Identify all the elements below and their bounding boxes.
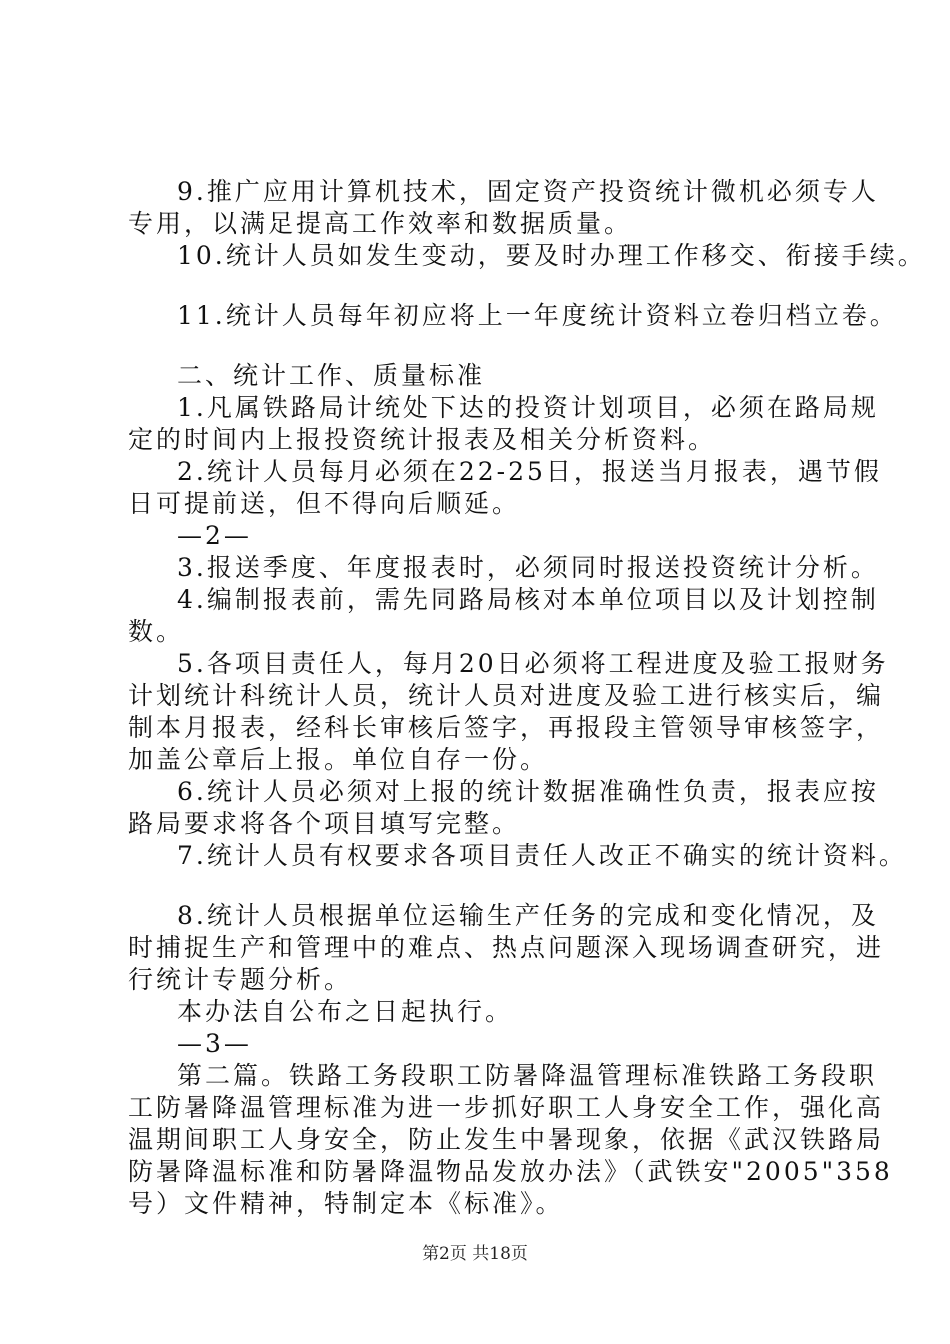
page-marker: —3—	[177, 1029, 252, 1058]
page-footer: 第2页 共18页	[422, 1244, 528, 1264]
text-line: 定的时间内上报投资统计报表及相关分析资料。	[128, 425, 717, 454]
text-line: 温期间职工人身安全，防止发生中暑现象，依据《武汉铁路局	[128, 1125, 885, 1154]
text-line: 7.统计人员有权要求各项目责任人改正不确实的统计资料。	[177, 841, 907, 870]
text-line: 制本月报表，经科长审核后签字，再报段主管领导审核签字，	[128, 713, 885, 742]
text-line: 路局要求将各个项目填写完整。	[128, 809, 521, 838]
text-line: 数。	[128, 617, 185, 646]
text-line: 加盖公章后上报。单位自存一份。	[128, 745, 549, 774]
text-line: 3.报送季度、年度报表时，必须同时报送投资统计分析。	[177, 553, 879, 582]
text-line: 号）文件精神，特制定本《标准》。	[128, 1189, 564, 1218]
text-line: 9.推广应用计算机技术，固定资产投资统计微机必须专人	[177, 177, 879, 206]
text-line: 时捕捉生产和管理中的难点、热点问题深入现场调查研究，进	[128, 933, 885, 962]
text-line: 防暑降温标准和防暑降温物品发放办法》（武铁安"2005"358	[128, 1157, 893, 1186]
text-line: 6.统计人员必须对上报的统计数据准确性负责，报表应按	[177, 777, 879, 806]
text-line: 行统计专题分析。	[128, 965, 353, 994]
section-heading: 二、统计工作、质量标准	[177, 361, 486, 390]
text-line: 日可提前送，但不得向后顺延。	[128, 489, 521, 518]
text-line: 专用，以满足提高工作效率和数据质量。	[128, 209, 633, 238]
text-line: 计划统计科统计人员，统计人员对进度及验工进行核实后，编	[128, 681, 885, 710]
text-line: 10.统计人员如发生变动，要及时办理工作移交、衔接手续。	[177, 241, 926, 270]
text-line: 8.统计人员根据单位运输生产任务的完成和变化情况，及	[177, 901, 879, 930]
text-line: 1.凡属铁路局计统处下达的投资计划项目，必须在路局规	[177, 393, 879, 422]
text-line: 2.统计人员每月必须在22-25日，报送当月报表，遇节假	[177, 457, 882, 486]
text-line: 本办法自公布之日起执行。	[177, 997, 514, 1026]
text-line: 第二篇。铁路工务段职工防暑降温管理标准铁路工务段职	[177, 1061, 878, 1090]
text-line: 工防暑降温管理标准为进一步抓好职工人身安全工作，强化高	[128, 1093, 885, 1122]
page-marker: —2—	[177, 521, 252, 550]
text-line: 4.编制报表前，需先同路局核对本单位项目以及计划控制	[177, 585, 879, 614]
text-line: 5.各项目责任人，每月20日必须将工程进度及验工报财务	[177, 649, 889, 678]
text-line: 11.统计人员每年初应将上一年度统计资料立卷归档立卷。	[177, 301, 898, 330]
